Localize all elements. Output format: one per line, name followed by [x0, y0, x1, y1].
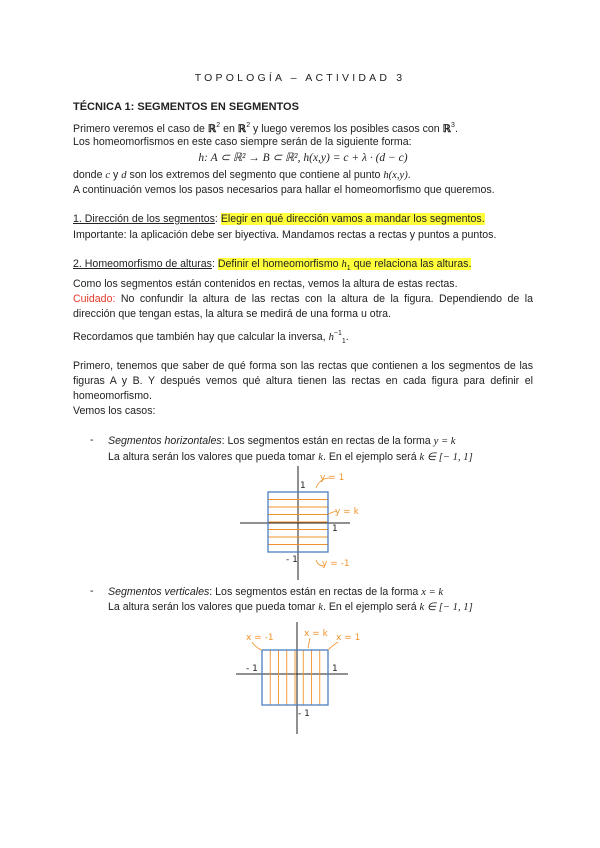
step-2-label: 2. Homeomorfismo de alturas — [73, 258, 212, 270]
case-1-line-2 — [108, 450, 538, 465]
text: La altura serán los valores que pueda tomar — [108, 451, 319, 463]
r3-symbol: ℝ — [442, 124, 452, 135]
note-mid-arrow — [308, 638, 310, 648]
figure-horizontal-segments — [232, 464, 372, 582]
label-right: 1 — [332, 524, 338, 534]
case-2-line-1 — [108, 585, 538, 600]
math-k: k — [318, 452, 323, 463]
section-heading: TÉCNICA 1: SEGMENTOS EN SEGMENTOS — [73, 101, 299, 113]
r2-exponent: 2 — [216, 122, 221, 129]
case-1-dash: - — [90, 434, 94, 446]
text: son los extremos del segmento que contiene al punto — [126, 169, 384, 181]
step-2 — [73, 257, 533, 276]
note-right-arrow — [328, 642, 338, 650]
text: : Los segmentos están en rectas de la forma — [209, 586, 422, 598]
math-h-subscript: 1 — [346, 265, 351, 272]
note-right: x = 1 — [336, 633, 361, 643]
case-1-line-1 — [108, 434, 538, 449]
figure-vertical-segments — [228, 618, 368, 736]
text: . — [407, 169, 411, 181]
note-mid: y = k — [335, 507, 359, 517]
math-inverse-exponent: −1 — [333, 330, 342, 337]
text: . En el ejemplo será — [322, 451, 420, 463]
math-h: h — [328, 332, 334, 343]
text: . — [345, 331, 349, 343]
label-top: 1 — [300, 481, 306, 491]
vertical-segment-lines — [262, 650, 328, 705]
case-2-range: k ∈ [− 1, 1] — [419, 602, 473, 613]
r2-symbol: ℝ — [207, 124, 217, 135]
text: y — [110, 169, 122, 181]
homeomorphism-formula: h: A ⊂ ℝ² → B ⊂ ℝ², h(x,y) = c + λ · (d − c) — [198, 152, 408, 164]
label-left: - 1 — [246, 664, 258, 674]
text: La altura serán los valores que pueda tomar — [108, 601, 319, 613]
text: que relaciona las alturas. — [350, 258, 472, 270]
math-h-subscript: 1 — [341, 338, 346, 345]
step-2-colon: : — [211, 258, 215, 270]
text: donde — [73, 169, 106, 181]
intro-line-2: Los homeomorfismos en este caso siempre serán de la siguiente forma: — [73, 136, 412, 148]
text: en — [220, 123, 238, 135]
warning-text: No confundir la altura de las rectas con la altura de la figura. Dependiendo de la dirección que tengan estas, la altura se medirá de una forma u otra. — [73, 293, 533, 320]
note-bottom: y = -1 — [322, 559, 350, 569]
intro-line-4: A continuación vemos los pasos necesarios para hallar el homeomorfismo que queremos. — [73, 184, 495, 196]
case-1-name: Segmentos horizontales — [108, 435, 222, 447]
case-1-range: k ∈ [− 1, 1] — [419, 452, 473, 463]
r2-exponent: 2 — [246, 122, 251, 129]
text: Recordamos que también hay que calcular la inversa, — [73, 331, 329, 343]
label-bottom: - 1 — [286, 555, 298, 565]
r3-exponent: 3 — [451, 122, 455, 129]
step-2-warning — [73, 292, 533, 322]
cases-intro: Primero, tenemos que saber de qué forma son las rectas que contienen a los segmentos de las figuras A y B. Y después vemos qué altura tienen las rectas en cada figura para definir el homeomorfismo. — [73, 360, 533, 402]
text: Definir el homeomorfismo — [217, 258, 342, 270]
case-1-equation: y = k — [433, 436, 456, 447]
math-h: h — [341, 259, 347, 270]
text: : Los segmentos están en rectas de la forma — [221, 435, 434, 447]
step-2-highlight — [218, 258, 472, 270]
note-left-arrow — [252, 642, 262, 650]
label-right: 1 — [332, 664, 338, 674]
r2-symbol: ℝ — [237, 124, 247, 135]
case-2-dash: - — [90, 585, 94, 597]
note-top: y = 1 — [320, 473, 345, 483]
step-1 — [73, 212, 533, 227]
note-mid: x = k — [304, 629, 328, 639]
step-1-note: Importante: la aplicación debe ser biyectiva. Mandamos rectas a rectas y puntos a puntos. — [73, 229, 497, 241]
intro-line-3 — [73, 168, 533, 183]
step-2-inverse — [73, 326, 533, 349]
text: . En el ejemplo será — [322, 601, 420, 613]
label-bottom: - 1 — [298, 709, 310, 719]
math-point: h(x,y) — [383, 170, 408, 181]
cases-label: Vemos los casos: — [73, 405, 156, 417]
step-1-label: 1. Dirección de los segmentos — [73, 213, 215, 225]
step-1-colon: : — [214, 213, 218, 225]
math-d: d — [121, 170, 127, 181]
warning-label: Cuidado: — [73, 293, 116, 305]
case-2-name: Segmentos verticales — [108, 586, 210, 598]
page-title: TOPOLOGÍA – ACTIVIDAD 3 — [194, 72, 406, 84]
text: . — [454, 123, 458, 135]
note-left: x = -1 — [246, 633, 274, 643]
step-1-highlight: Elegir en qué dirección vamos a mandar los segmentos. — [220, 213, 485, 225]
text: y luego veremos los posibles casos con — [250, 123, 443, 135]
case-2-equation: x = k — [421, 587, 444, 598]
step-2-line-2: Como los segmentos están contenidos en rectas, vemos la altura de estas rectas. — [73, 278, 458, 290]
math-k: k — [318, 602, 323, 613]
math-c: c — [105, 170, 111, 181]
case-2-line-2 — [108, 600, 538, 615]
text: Primero veremos el caso de — [73, 123, 208, 135]
